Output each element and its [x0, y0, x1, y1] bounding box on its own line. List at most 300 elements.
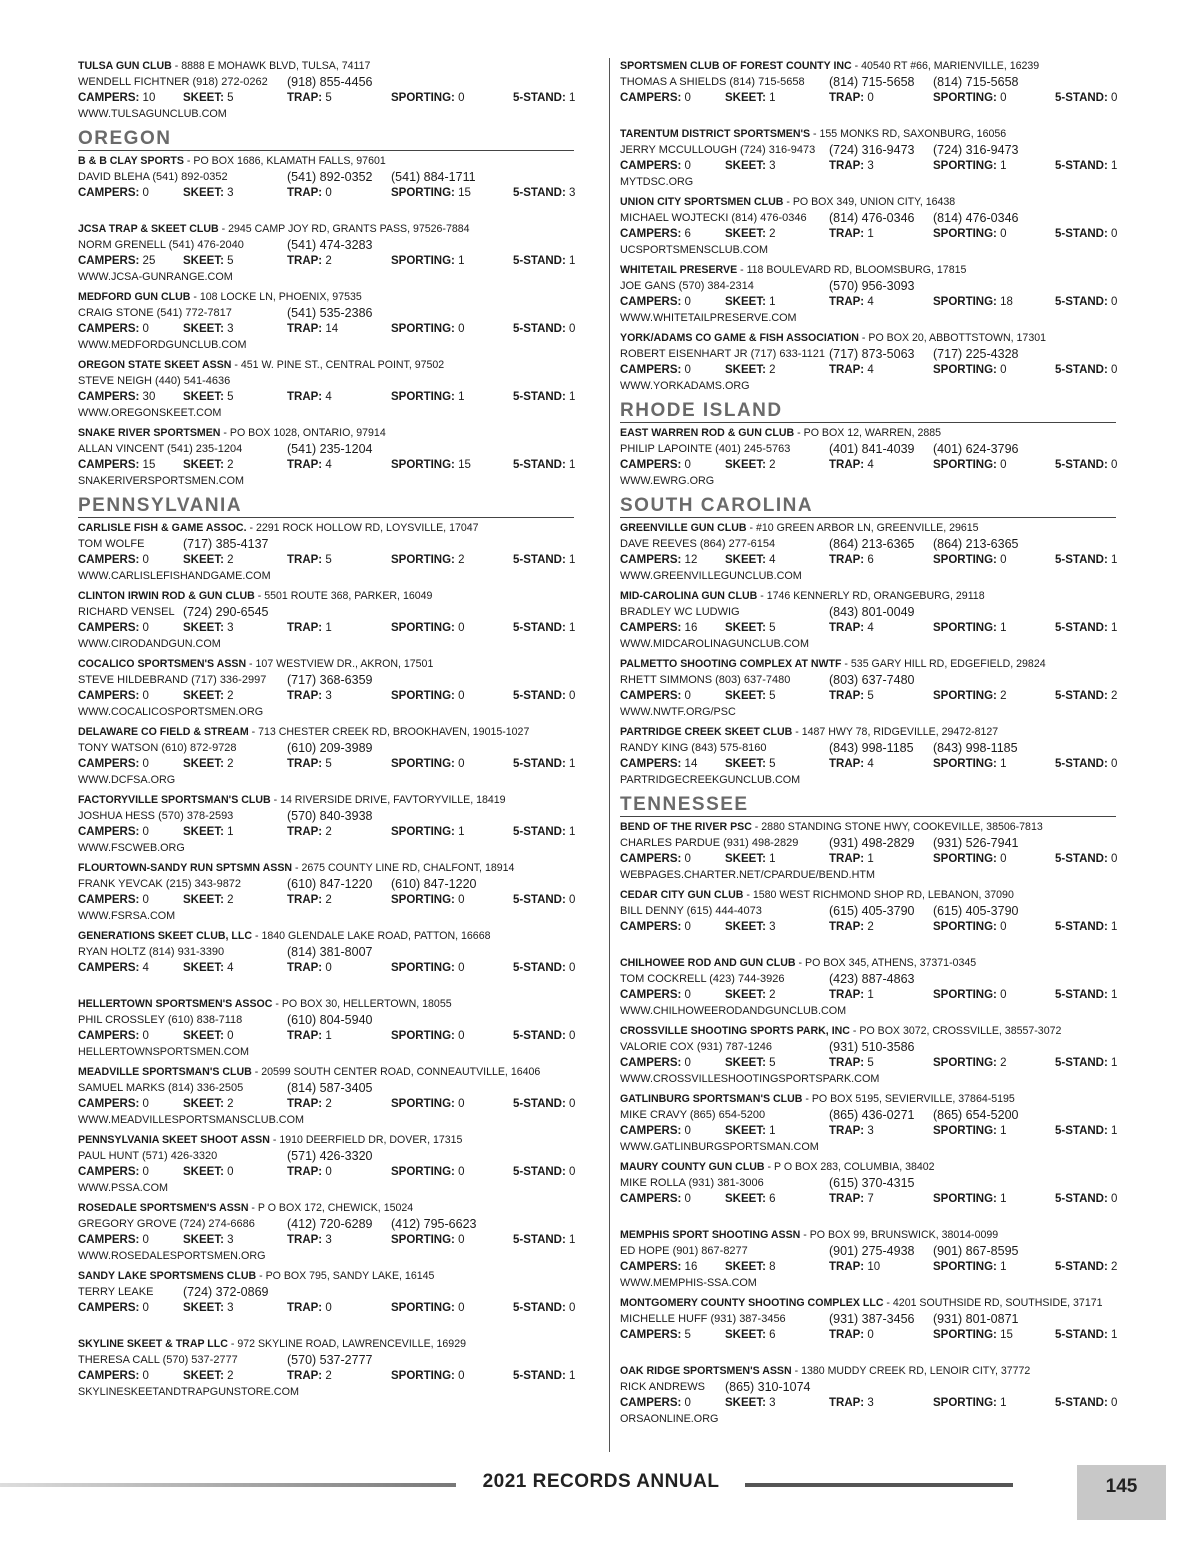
- club-entry: [620, 819, 1116, 883]
- contact-phone: (610) 209-3989: [287, 741, 373, 755]
- sporting-stat: [391, 389, 465, 405]
- club-separator: -: [849, 1025, 860, 1037]
- trap-stat-value: 5: [325, 758, 332, 770]
- five-stand-stat-label: 5-STAND:: [513, 187, 566, 199]
- club-contact-line: [620, 278, 1116, 294]
- club-title-line: [620, 724, 1116, 740]
- club-address: 1487 HWY 78, RIDGEVILLE, 29472-8127: [801, 726, 999, 738]
- contact-phone: (541) 535-2386: [287, 306, 373, 320]
- five-stand-stat-value: 0: [569, 1030, 576, 1042]
- contact-name: THOMAS A SHIELDS (814) 715-5658: [620, 76, 805, 88]
- club-separator: -: [254, 590, 265, 602]
- five-stand-stat-value: 1: [569, 1370, 576, 1382]
- club-entry: [78, 656, 574, 720]
- skeet-stat-value: 2: [227, 554, 234, 566]
- skeet-stat-label: SKEET:: [725, 228, 766, 240]
- campers-stat-value: 10: [142, 92, 156, 104]
- campers-stat-label: CAMPERS:: [78, 1234, 140, 1246]
- contact-phone: (931) 387-3456: [829, 1312, 915, 1326]
- campers-stat-label: CAMPERS:: [620, 1329, 682, 1341]
- trap-stat-label: TRAP:: [829, 853, 865, 865]
- club-separator: -: [218, 223, 229, 235]
- trap-stat-value: 7: [867, 1193, 874, 1205]
- contact-name: PAUL HUNT (571) 426-3320: [78, 1150, 218, 1162]
- sporting-stat-label: SPORTING:: [391, 459, 455, 471]
- club-separator: -: [783, 196, 793, 208]
- campers-stat: [620, 1395, 691, 1411]
- club-address: PO BOX 30, HELLERTOWN, 18055: [281, 998, 452, 1010]
- campers-stat-value: 0: [142, 1030, 149, 1042]
- club-entry: [620, 1023, 1116, 1087]
- club-title-line: [620, 194, 1116, 210]
- column-divider: [609, 58, 610, 1452]
- five-stand-stat: [513, 1164, 575, 1180]
- club-website-link[interactable]: WWW.PSSA.COM: [78, 1182, 168, 1194]
- club-title-line: [78, 1200, 574, 1216]
- club-separator: -: [791, 1365, 802, 1377]
- skeet-stat-value: 1: [769, 853, 776, 865]
- club-title-line: [78, 1336, 574, 1352]
- five-stand-stat-label: 5-STAND:: [1055, 921, 1108, 933]
- club-website-link[interactable]: SNAKERIVERSPORTSMEN.COM: [78, 475, 244, 487]
- sporting-stat-label: SPORTING:: [391, 1030, 455, 1042]
- skeet-stat-value: 5: [769, 1057, 776, 1069]
- club-address: 2880 STANDING STONE HWY, COOKEVILLE, 38506-7813: [761, 821, 1043, 833]
- club-address: PO BOX 99, BRUNSWICK, 38014-0099: [809, 1229, 999, 1241]
- club-stats-line: [620, 756, 1116, 772]
- club-title-line: [78, 656, 574, 672]
- skeet-stat-label: SKEET:: [725, 1329, 766, 1341]
- campers-stat-value: 0: [142, 1234, 149, 1246]
- sporting-stat: [391, 1368, 465, 1384]
- club-website-link[interactable]: UCSPORTSMENSCLUB.COM: [620, 244, 768, 256]
- club-address: 5501 ROUTE 368, PARKER, 16049: [264, 590, 433, 602]
- club-name: GREENVILLE GUN CLUB: [620, 522, 747, 534]
- club-name: GENERATIONS SKEET CLUB, LLC: [78, 930, 253, 942]
- club-contact-line: [620, 903, 1116, 919]
- sporting-stat-label: SPORTING:: [933, 92, 997, 104]
- trap-stat: [287, 1368, 332, 1384]
- campers-stat: [78, 756, 149, 772]
- contact-phone: (814) 476-0346: [829, 211, 915, 225]
- club-title-line: [620, 1295, 1116, 1311]
- five-stand-stat-value: 1: [1111, 554, 1118, 566]
- sporting-stat-value: 0: [458, 1030, 465, 1042]
- club-website-link[interactable]: WWW.CROSSVILLESHOOTINGSPORTSPARK.COM: [620, 1073, 880, 1085]
- skeet-stat-value: 5: [227, 255, 234, 267]
- club-entry: [620, 887, 1116, 951]
- club-name: B & B CLAY SPORTS: [78, 155, 184, 167]
- skeet-stat-label: SKEET:: [183, 1030, 224, 1042]
- campers-stat-value: 0: [142, 323, 149, 335]
- campers-stat-value: 30: [142, 391, 156, 403]
- sporting-stat-value: 0: [458, 1166, 465, 1178]
- state-header: SOUTH CAROLINA: [620, 495, 1116, 518]
- club-name: SNAKE RIVER SPORTSMEN: [78, 427, 221, 439]
- contact-phone-alt: (814) 715-5658: [933, 75, 1019, 89]
- club-address: 972 SKYLINE ROAD, LAWRENCEVILLE, 16929: [237, 1338, 466, 1350]
- club-contact-line: [78, 373, 574, 389]
- five-stand-stat-label: 5-STAND:: [513, 894, 566, 906]
- five-stand-stat-label: 5-STAND:: [513, 255, 566, 267]
- five-stand-stat-label: 5-STAND:: [1055, 622, 1108, 634]
- five-stand-stat: [513, 1096, 575, 1112]
- club-name: CROSSVILLE SHOOTING SPORTS PARK, INC: [620, 1025, 850, 1037]
- contact-name: TOM WOLFE: [78, 538, 145, 550]
- skeet-stat-value: 2: [227, 894, 234, 906]
- trap-stat-label: TRAP:: [829, 622, 865, 634]
- contact-phone: (615) 405-3790: [829, 904, 915, 918]
- trap-stat-value: 2: [325, 255, 332, 267]
- campers-stat-value: 0: [142, 758, 149, 770]
- five-stand-stat-label: 5-STAND:: [1055, 228, 1108, 240]
- club-title-line: [620, 588, 1116, 604]
- skeet-stat-label: SKEET:: [725, 1125, 766, 1137]
- club-title-line: [78, 928, 574, 944]
- sporting-stat-label: SPORTING:: [933, 1193, 997, 1205]
- club-website-link[interactable]: SKYLINESKEETANDTRAPGUNSTORE.COM: [78, 1386, 299, 1398]
- club-website-link[interactable]: WWW.CIRODANDGUN.COM: [78, 638, 221, 650]
- sporting-stat: [391, 824, 465, 840]
- contact-phone-alt: (865) 654-5200: [933, 1108, 1019, 1122]
- club-separator: -: [737, 264, 747, 276]
- contact-name: BRADLEY WC LUDWIG: [620, 606, 740, 618]
- trap-stat: [829, 1259, 880, 1275]
- campers-stat-value: 6: [684, 228, 691, 240]
- sporting-stat-value: 15: [458, 459, 471, 471]
- club-stats-line: [78, 1300, 574, 1316]
- club-contact-line: [620, 1175, 1116, 1191]
- club-address: 20599 SOUTH CENTER ROAD, CONNEAUTVILLE, 16406: [261, 1066, 541, 1078]
- contact-phone: (803) 637-7480: [829, 673, 915, 687]
- club-separator: -: [248, 1202, 258, 1214]
- club-website-link[interactable]: WWW.TULSAGUNCLUB.COM: [78, 108, 227, 120]
- five-stand-stat-label: 5-STAND:: [513, 826, 566, 838]
- campers-stat: [620, 226, 691, 242]
- club-stats-line: [620, 919, 1116, 935]
- club-address: 8888 E MOHAWK BLVD, TULSA, 74117: [181, 60, 371, 72]
- skeet-stat: [183, 552, 234, 568]
- trap-stat-value: 6: [867, 554, 874, 566]
- trap-stat-label: TRAP:: [829, 758, 865, 770]
- five-stand-stat: [1055, 457, 1117, 473]
- club-website-link[interactable]: MYTDSC.ORG: [620, 176, 694, 188]
- contact-phone: (865) 310-1074: [725, 1380, 811, 1394]
- contact-phone: (401) 841-4039: [829, 442, 915, 456]
- trap-stat-value: 4: [867, 622, 874, 634]
- trap-stat: [287, 457, 332, 473]
- sporting-stat: [391, 960, 465, 976]
- club-title-line: [620, 819, 1116, 835]
- skeet-stat-label: SKEET:: [725, 1057, 766, 1069]
- skeet-stat-label: SKEET:: [725, 160, 766, 172]
- club-website-link[interactable]: WWW.JCSA-GUNRANGE.COM: [78, 271, 233, 283]
- sporting-stat-value: 1: [458, 826, 465, 838]
- contact-phone: (570) 537-2777: [287, 1353, 373, 1367]
- skeet-stat: [183, 90, 234, 106]
- contact-phone-alt: (717) 225-4328: [933, 347, 1019, 361]
- club-address: PO BOX 12, WARREN, 2885: [803, 427, 942, 439]
- contact-name: PHILIP LAPOINTE (401) 245-5763: [620, 443, 791, 455]
- campers-stat-label: CAMPERS:: [620, 1397, 682, 1409]
- skeet-stat: [183, 253, 234, 269]
- club-stats-line: [620, 688, 1116, 704]
- club-website-link[interactable]: WWW.GREENVILLEGUNCLUB.COM: [620, 570, 802, 582]
- club-address: 118 BOULEVARD RD, BLOOMSBURG, 17815: [746, 264, 967, 276]
- sporting-stat: [933, 1055, 1007, 1071]
- contact-phone: (717) 368-6359: [287, 673, 373, 687]
- contact-name: MIKE ROLLA (931) 381-3006: [620, 1177, 764, 1189]
- contact-name: RANDY KING (843) 575-8160: [620, 742, 767, 754]
- trap-stat-label: TRAP:: [287, 187, 323, 199]
- trap-stat-label: TRAP:: [287, 690, 323, 702]
- trap-stat-label: TRAP:: [829, 459, 865, 471]
- campers-stat-value: 5: [684, 1329, 691, 1341]
- club-entry: [78, 724, 574, 788]
- sporting-stat: [933, 620, 1007, 636]
- club-separator: -: [751, 821, 762, 833]
- club-stats-line: [78, 1096, 574, 1112]
- club-website-link[interactable]: WWW.COCALICOSPORTSMEN.ORG: [78, 706, 264, 718]
- campers-stat-value: 15: [142, 459, 156, 471]
- club-website-link[interactable]: WWW.CHILHOWEERODANDGUNCLUB.COM: [620, 1005, 847, 1017]
- contact-name: ALLAN VINCENT (541) 235-1204: [78, 443, 243, 455]
- club-name: MEDFORD GUN CLUB: [78, 291, 191, 303]
- sporting-stat-label: SPORTING:: [933, 1125, 997, 1137]
- skeet-stat-label: SKEET:: [183, 622, 224, 634]
- club-title-line: [78, 1268, 574, 1284]
- five-stand-stat-value: 0: [1111, 758, 1118, 770]
- contact-name: MICHAEL WOJTECKI (814) 476-0346: [620, 212, 807, 224]
- contact-phone: (541) 892-0352: [287, 170, 373, 184]
- trap-stat: [829, 1327, 874, 1343]
- skeet-stat: [725, 158, 776, 174]
- club-website-link[interactable]: WWW.FSRSA.COM: [78, 910, 176, 922]
- sporting-stat-label: SPORTING:: [391, 826, 455, 838]
- campers-stat: [78, 688, 149, 704]
- sporting-stat-label: SPORTING:: [391, 962, 455, 974]
- club-separator: -: [251, 1066, 262, 1078]
- campers-stat-label: CAMPERS:: [620, 228, 682, 240]
- sporting-stat-label: SPORTING:: [391, 255, 455, 267]
- contact-name: RICHARD VENSEL: [78, 606, 175, 618]
- club-entry: [620, 724, 1116, 788]
- sporting-stat-value: 0: [458, 323, 465, 335]
- page-number-box: [1077, 1465, 1166, 1520]
- contact-phone-alt: (401) 624-3796: [933, 442, 1019, 456]
- contact-name: JERRY MCCULLOUGH (724) 316-9473: [620, 144, 816, 156]
- club-address: 14 RIVERSIDE DRIVE, FAVTORYVILLE, 18419: [280, 794, 506, 806]
- sporting-stat-value: 0: [458, 690, 465, 702]
- skeet-stat: [725, 226, 776, 242]
- club-website-link[interactable]: WWW.EWRG.ORG: [620, 475, 715, 487]
- five-stand-stat-label: 5-STAND:: [513, 1370, 566, 1382]
- sporting-stat-label: SPORTING:: [933, 296, 997, 308]
- sporting-stat-value: 1: [1000, 1193, 1007, 1205]
- club-separator: -: [248, 726, 259, 738]
- sporting-stat-label: SPORTING:: [391, 1370, 455, 1382]
- contact-name: SAMUEL MARKS (814) 336-2505: [78, 1082, 244, 1094]
- club-stats-line: [78, 892, 574, 908]
- club-address: 2291 ROCK HOLLOW RD, LOYSVILLE, 17047: [255, 522, 479, 534]
- club-contact-line: [78, 237, 574, 253]
- club-website-link[interactable]: WWW.MEADVILLESPORTSMANSCLUB.COM: [78, 1114, 304, 1126]
- skeet-stat-label: SKEET:: [725, 1261, 766, 1273]
- sporting-stat: [391, 1232, 465, 1248]
- entry-spacer: [620, 106, 1116, 122]
- sporting-stat-value: 1: [458, 391, 465, 403]
- five-stand-stat: [513, 960, 575, 976]
- trap-stat: [287, 389, 332, 405]
- trap-stat-label: TRAP:: [829, 364, 865, 376]
- club-website-link[interactable]: WEBPAGES.CHARTER.NET/CPARDUE/BEND.HTM: [620, 869, 875, 881]
- club-website-link[interactable]: WWW.YORKADAMS.ORG: [620, 380, 750, 392]
- sporting-stat-label: SPORTING:: [933, 228, 997, 240]
- club-entry: [620, 425, 1116, 489]
- club-stats-line: [78, 185, 574, 201]
- club-website-link[interactable]: WWW.OREGONSKEET.COM: [78, 407, 222, 419]
- trap-stat-label: TRAP:: [287, 826, 323, 838]
- five-stand-stat-label: 5-STAND:: [1055, 364, 1108, 376]
- five-stand-stat-value: 0: [1111, 228, 1118, 240]
- club-separator: -: [183, 155, 194, 167]
- club-website-link[interactable]: WWW.MIDCAROLINAGUNCLUB.COM: [620, 638, 809, 650]
- sporting-stat: [391, 457, 471, 473]
- five-stand-stat: [513, 824, 575, 840]
- club-stats-line: [78, 620, 574, 636]
- sporting-stat-value: 0: [458, 92, 465, 104]
- contact-phone: (717) 873-5063: [829, 347, 915, 361]
- club-contact-line: [620, 1243, 1116, 1259]
- skeet-stat: [725, 294, 776, 310]
- five-stand-stat-value: 1: [1111, 921, 1118, 933]
- trap-stat-value: 1: [867, 228, 874, 240]
- five-stand-stat-label: 5-STAND:: [1055, 690, 1108, 702]
- sporting-stat: [933, 688, 1007, 704]
- club-name: MEADVILLE SPORTSMAN'S CLUB: [78, 1066, 252, 1078]
- campers-stat-value: 4: [142, 962, 149, 974]
- club-contact-line: [78, 305, 574, 321]
- club-entry: [620, 262, 1116, 326]
- sporting-stat: [391, 1164, 465, 1180]
- campers-stat-label: CAMPERS:: [78, 1370, 140, 1382]
- campers-stat: [78, 620, 149, 636]
- campers-stat-value: 0: [684, 1397, 691, 1409]
- club-website-link[interactable]: WWW.NWTF.ORG/PSC: [620, 706, 736, 718]
- club-website-link[interactable]: WWW.MEDFORDGUNCLUB.COM: [78, 339, 247, 351]
- five-stand-stat-value: 1: [1111, 989, 1118, 1001]
- club-separator: -: [792, 726, 802, 738]
- club-website-link[interactable]: WWW.MEMPHIS-SSA.COM: [620, 1277, 757, 1289]
- contact-name: ROBERT EISENHART JR (717) 633-1121: [620, 348, 826, 360]
- club-separator: -: [231, 359, 241, 371]
- club-address: 155 MONKS RD, SAXONBURG, 16056: [819, 128, 1007, 140]
- club-address: 1910 DEERFIELD DR, DOVER, 17315: [279, 1134, 463, 1146]
- skeet-stat-value: 6: [769, 1329, 776, 1341]
- skeet-stat: [725, 1259, 776, 1275]
- club-contact-line: [78, 74, 574, 90]
- skeet-stat-value: 2: [227, 1098, 234, 1110]
- club-website-link[interactable]: ORSAONLINE.ORG: [620, 1413, 719, 1425]
- campers-stat-label: CAMPERS:: [620, 622, 682, 634]
- club-title-line: [78, 1132, 574, 1148]
- skeet-stat: [183, 1232, 234, 1248]
- campers-stat-value: 16: [684, 622, 698, 634]
- club-website-link[interactable]: HELLERTOWNSPORTSMEN.COM: [78, 1046, 249, 1058]
- club-entry: [620, 1295, 1116, 1359]
- club-separator: -: [800, 1229, 810, 1241]
- club-website-link[interactable]: PARTRIDGECREEKGUNCLUB.COM: [620, 774, 801, 786]
- campers-stat: [78, 1096, 149, 1112]
- club-stats-line: [78, 960, 574, 976]
- club-entry: [78, 289, 574, 353]
- trap-stat-value: 2: [325, 826, 332, 838]
- club-contact-line: [78, 169, 574, 185]
- five-stand-stat-value: 0: [569, 690, 576, 702]
- club-website-link[interactable]: WWW.GATLINBURGSPORTSMAN.COM: [620, 1141, 819, 1153]
- club-stats-line: [620, 226, 1116, 242]
- club-address: PO BOX 20, ABBOTTSTOWN, 17301: [868, 332, 1047, 344]
- five-stand-stat: [513, 1368, 575, 1384]
- club-title-line: [78, 520, 574, 536]
- five-stand-stat-value: 0: [1111, 92, 1118, 104]
- trap-stat-value: 3: [867, 160, 874, 172]
- club-contact-line: [78, 672, 574, 688]
- five-stand-stat-value: 1: [569, 92, 576, 104]
- campers-stat-label: CAMPERS:: [620, 921, 682, 933]
- five-stand-stat-label: 5-STAND:: [1055, 1261, 1108, 1273]
- club-contact-line: [620, 1107, 1116, 1123]
- club-website-link[interactable]: WWW.DCFSA.ORG: [78, 774, 176, 786]
- skeet-stat: [183, 620, 234, 636]
- club-website-link[interactable]: WWW.FSCWEB.ORG: [78, 842, 185, 854]
- sporting-stat: [933, 756, 1007, 772]
- skeet-stat-label: SKEET:: [183, 690, 224, 702]
- contact-phone: (843) 801-0049: [829, 605, 915, 619]
- skeet-stat: [183, 389, 234, 405]
- sporting-stat: [391, 756, 465, 772]
- sporting-stat: [391, 620, 465, 636]
- sporting-stat: [933, 851, 1007, 867]
- sporting-stat-label: SPORTING:: [391, 1098, 455, 1110]
- trap-stat-value: 14: [325, 323, 339, 335]
- club-website-link[interactable]: WWW.ROSEDALESPORTSMEN.ORG: [78, 1250, 266, 1262]
- trap-stat-value: 1: [325, 622, 332, 634]
- sporting-stat: [933, 919, 1007, 935]
- contact-name: WENDELL FICHTNER (918) 272-0262: [78, 76, 268, 88]
- campers-stat-label: CAMPERS:: [78, 962, 140, 974]
- trap-stat-value: 4: [867, 296, 874, 308]
- skeet-stat-label: SKEET:: [183, 1234, 224, 1246]
- club-separator: -: [292, 862, 302, 874]
- club-website-link[interactable]: WWW.WHITETAILPRESERVE.COM: [620, 312, 797, 324]
- entry-spacer: [78, 1316, 574, 1332]
- skeet-stat-label: SKEET:: [725, 1397, 766, 1409]
- sporting-stat-value: 0: [1000, 853, 1007, 865]
- five-stand-stat-label: 5-STAND:: [1055, 1057, 1108, 1069]
- club-website-link[interactable]: WWW.CARLISLEFISHANDGAME.COM: [78, 570, 271, 582]
- trap-stat-label: TRAP:: [829, 228, 865, 240]
- club-separator: -: [246, 522, 256, 534]
- sporting-stat: [933, 1395, 1007, 1411]
- club-address: PO BOX 5195, SEVIERVILLE, 37864-5195: [811, 1093, 1015, 1105]
- contact-name: CHARLES PARDUE (931) 498-2829: [620, 837, 799, 849]
- five-stand-stat-label: 5-STAND:: [513, 92, 566, 104]
- trap-stat-value: 4: [867, 459, 874, 471]
- club-title-line: [620, 58, 1116, 74]
- sporting-stat-label: SPORTING:: [933, 459, 997, 471]
- skeet-stat-label: SKEET:: [183, 894, 224, 906]
